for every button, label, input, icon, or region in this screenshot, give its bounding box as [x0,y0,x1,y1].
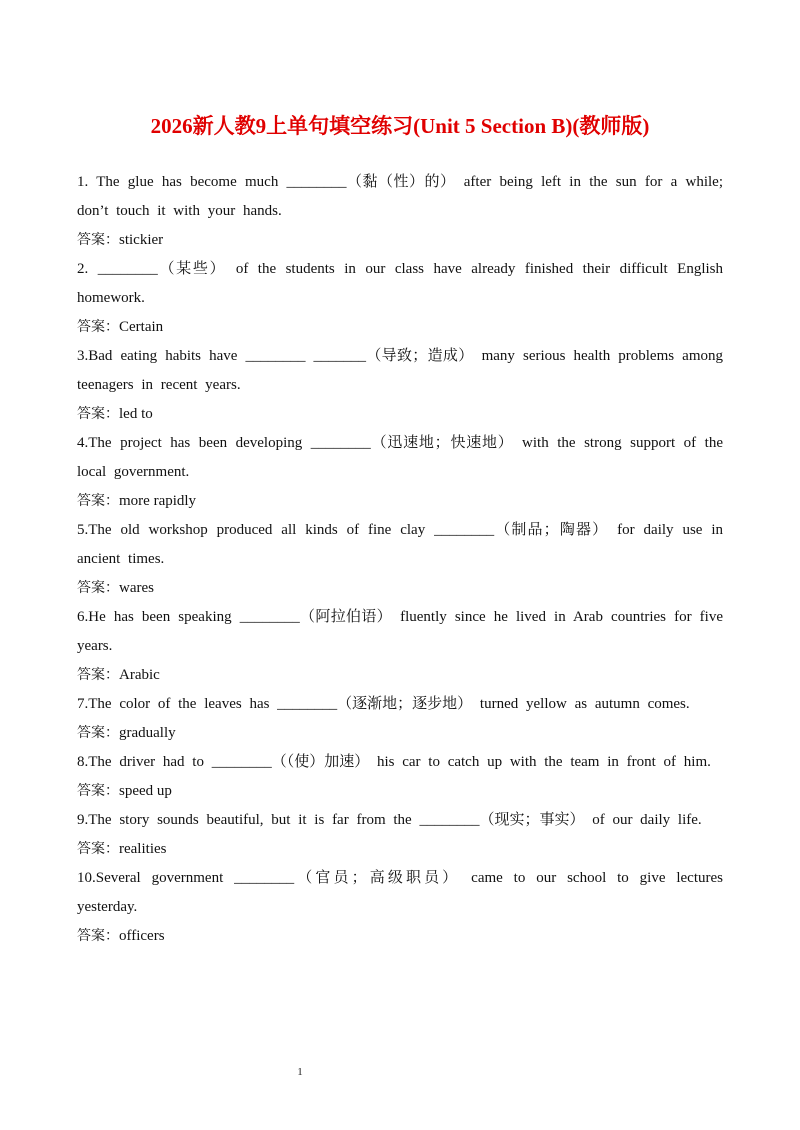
answer-text: more rapidly [119,493,197,509]
page-title: 2026新人教9上单句填空练习(Unit 5 Section B)(教师版) [150,114,650,138]
answer-label: 答案： [77,580,119,596]
answer-line [77,835,723,864]
answer-text: realities [119,841,167,857]
answer-label: 答案： [77,493,119,509]
answer-label: 答案： [77,783,119,799]
question-text: 9.The story sounds beautiful, but it is far from the ________（现实；事实） of our daily life. [77,812,702,828]
answer-line [77,313,723,342]
answer-line [77,487,723,516]
answer-label: 答案： [77,725,119,741]
question-text: 1. The glue has become much ________（黏（性）的） after being left in the sun for a while; don’t touch it with your hands. [77,174,723,219]
answer-label: 答案： [77,667,119,683]
exercise-item [77,255,723,342]
question-text: 10.Several government ________（官员；高级职员） came to our school to give lectures yesterday. [77,870,723,915]
exercise-item [77,516,723,603]
answer-text: stickier [119,232,164,248]
answer-text: Certain [119,319,164,335]
exercise-list [77,168,723,951]
exercise-item [77,690,723,748]
answer-line [77,719,723,748]
exercise-item [77,168,723,255]
page-number: 1 [297,1066,303,1078]
question-text: 6.He has been speaking ________（阿拉伯语） fluently since he lived in Arab countries for five years. [77,609,723,654]
answer-text: led to [119,406,153,422]
answer-line [77,777,723,806]
exercise-item [77,603,723,690]
question-text: 5.The old workshop produced all kinds of fine clay ________（制品；陶器） for daily use in ancient times. [77,522,723,567]
answer-label: 答案： [77,928,119,944]
exercise-item [77,806,723,864]
answer-line [77,400,723,429]
answer-line [77,922,723,951]
question-text: 4.The project has been developing ________（迅速地；快速地） with the strong support of the local government. [77,435,723,480]
answer-text: wares [119,580,154,596]
exercise-item [77,429,723,516]
question-text: 3.Bad eating habits have ________ _______（导致；造成） many serious health problems among teenagers in recent years. [77,348,723,393]
answer-label: 答案： [77,319,119,335]
exercise-item [77,748,723,806]
question-text: 2. ________（某些） of the students in our class have already finished their difficult English homework. [77,261,723,306]
answer-label: 答案： [77,406,119,422]
exercise-item [77,342,723,429]
question-text: 7.The color of the leaves has ________（逐渐地；逐步地） turned yellow as autumn comes. [77,696,690,712]
answer-line [77,226,723,255]
question-text: 8.The driver had to ________（（使）加速） his car to catch up with the team in front of him. [77,754,711,770]
answer-line [77,574,723,603]
answer-line [77,661,723,690]
answer-label: 答案： [77,232,119,248]
answer-label: 答案： [77,841,119,857]
answer-text: Arabic [119,667,160,683]
exercise-item [77,864,723,951]
answer-text: gradually [119,725,176,741]
answer-text: speed up [119,783,172,799]
answer-text: officers [119,928,165,944]
